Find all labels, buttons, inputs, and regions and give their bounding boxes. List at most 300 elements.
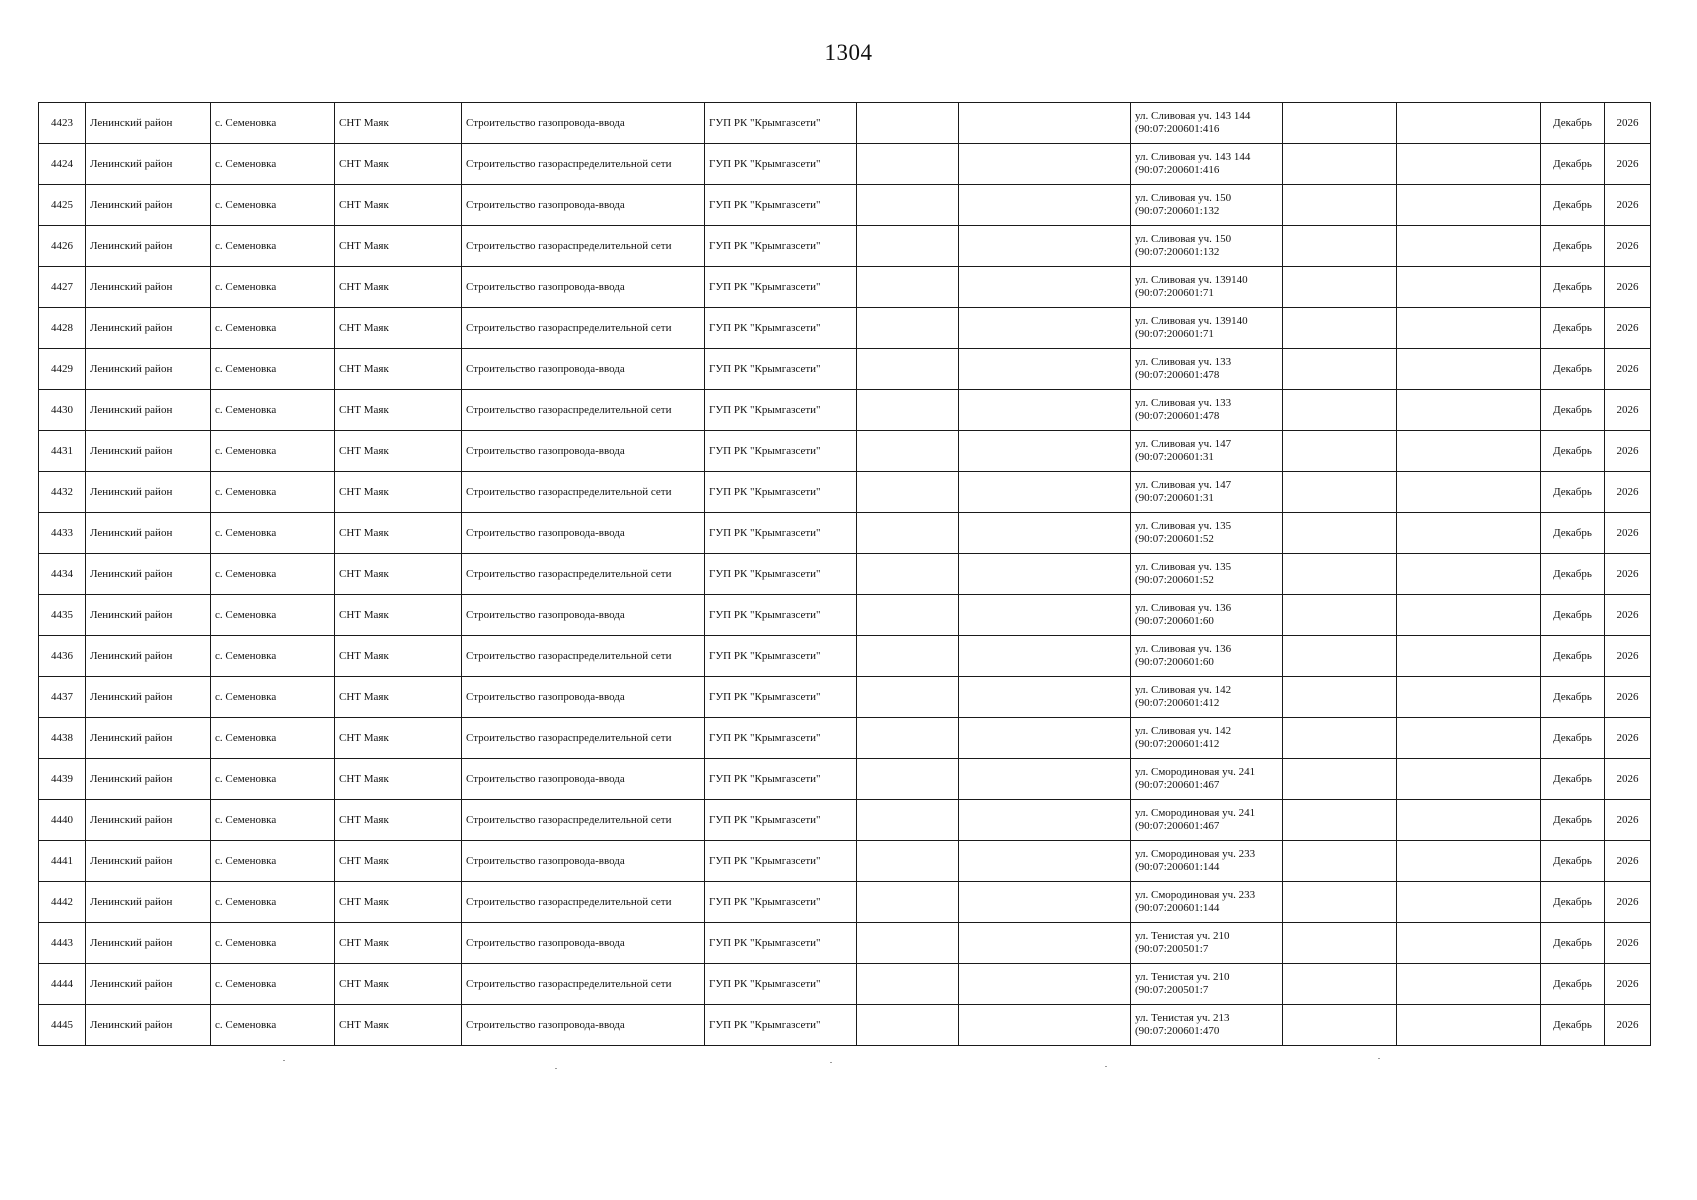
cell-organization: ГУП РК "Крымгазсети" — [705, 841, 857, 882]
cell-organization: ГУП РК "Крымгазсети" — [705, 595, 857, 636]
cell-work-type: Строительство газораспределительной сети — [462, 144, 705, 185]
cell-empty — [1397, 964, 1541, 1005]
cell-empty — [959, 718, 1131, 759]
cell-district: Ленинский район — [86, 636, 211, 677]
cell-work-type: Строительство газопровода-ввода — [462, 923, 705, 964]
cell-organization: ГУП РК "Крымгазсети" — [705, 144, 857, 185]
cell-snt: СНТ Маяк — [335, 841, 462, 882]
cell-month: Декабрь — [1541, 841, 1605, 882]
cell-empty — [857, 349, 959, 390]
cell-organization: ГУП РК "Крымгазсети" — [705, 185, 857, 226]
cell-empty — [959, 964, 1131, 1005]
cell-empty — [1283, 595, 1397, 636]
cell-number: 4431 — [39, 431, 86, 472]
table-row — [39, 185, 1651, 226]
cell-snt: СНТ Маяк — [335, 472, 462, 513]
cell-organization: ГУП РК "Крымгазсети" — [705, 677, 857, 718]
cell-year: 2026 — [1605, 144, 1651, 185]
cell-work-type: Строительство газораспределительной сети — [462, 308, 705, 349]
cell-snt: СНТ Маяк — [335, 144, 462, 185]
cell-address: ул. Сливовая уч. 133 (90:07:200601:478 — [1131, 349, 1283, 390]
cell-empty — [1397, 513, 1541, 554]
cell-year: 2026 — [1605, 103, 1651, 144]
cell-district: Ленинский район — [86, 144, 211, 185]
cell-district: Ленинский район — [86, 554, 211, 595]
cell-organization: ГУП РК "Крымгазсети" — [705, 882, 857, 923]
cell-empty — [1397, 144, 1541, 185]
cell-month: Декабрь — [1541, 267, 1605, 308]
cell-empty — [1283, 923, 1397, 964]
cell-number: 4441 — [39, 841, 86, 882]
cell-year: 2026 — [1605, 390, 1651, 431]
cell-empty — [1283, 185, 1397, 226]
cell-empty — [1283, 390, 1397, 431]
cell-empty — [857, 677, 959, 718]
cell-empty — [959, 554, 1131, 595]
cell-snt: СНТ Маяк — [335, 226, 462, 267]
cell-empty — [1283, 636, 1397, 677]
cell-number: 4424 — [39, 144, 86, 185]
cell-snt: СНТ Маяк — [335, 554, 462, 595]
cell-organization: ГУП РК "Крымгазсети" — [705, 800, 857, 841]
cell-address: ул. Сливовая уч. 147 (90:07:200601:31 — [1131, 472, 1283, 513]
cell-number: 4440 — [39, 800, 86, 841]
cell-year: 2026 — [1605, 185, 1651, 226]
cell-work-type: Строительство газопровода-ввода — [462, 103, 705, 144]
cell-village: с. Семеновка — [211, 513, 335, 554]
cell-work-type: Строительство газораспределительной сети — [462, 472, 705, 513]
scan-speck — [555, 1068, 557, 1069]
cell-organization: ГУП РК "Крымгазсети" — [705, 759, 857, 800]
cell-organization: ГУП РК "Крымгазсети" — [705, 349, 857, 390]
cell-empty — [857, 226, 959, 267]
cell-year: 2026 — [1605, 226, 1651, 267]
cell-empty — [959, 431, 1131, 472]
cell-district: Ленинский район — [86, 923, 211, 964]
cell-organization: ГУП РК "Крымгазсети" — [705, 923, 857, 964]
cell-address: ул. Сливовая уч. 147 (90:07:200601:31 — [1131, 431, 1283, 472]
cell-empty — [959, 513, 1131, 554]
cell-work-type: Строительство газораспределительной сети — [462, 226, 705, 267]
cell-village: с. Семеновка — [211, 964, 335, 1005]
cell-work-type: Строительство газопровода-ввода — [462, 841, 705, 882]
cell-empty — [959, 759, 1131, 800]
table-row — [39, 759, 1651, 800]
cell-empty — [1397, 185, 1541, 226]
cell-month: Декабрь — [1541, 1005, 1605, 1046]
cell-village: с. Семеновка — [211, 595, 335, 636]
cell-village: с. Семеновка — [211, 431, 335, 472]
table-row — [39, 349, 1651, 390]
cell-number: 4427 — [39, 267, 86, 308]
cell-empty — [1397, 677, 1541, 718]
cell-organization: ГУП РК "Крымгазсети" — [705, 431, 857, 472]
cell-empty — [857, 595, 959, 636]
cell-work-type: Строительство газопровода-ввода — [462, 431, 705, 472]
table-row — [39, 103, 1651, 144]
cell-empty — [1397, 554, 1541, 595]
table-row — [39, 1005, 1651, 1046]
cell-year: 2026 — [1605, 841, 1651, 882]
cell-year: 2026 — [1605, 882, 1651, 923]
cell-snt: СНТ Маяк — [335, 882, 462, 923]
cell-empty — [1397, 923, 1541, 964]
cell-district: Ленинский район — [86, 267, 211, 308]
cell-district: Ленинский район — [86, 718, 211, 759]
cell-month: Декабрь — [1541, 226, 1605, 267]
cell-work-type: Строительство газопровода-ввода — [462, 185, 705, 226]
cell-empty — [959, 267, 1131, 308]
cell-empty — [857, 1005, 959, 1046]
cell-month: Декабрь — [1541, 595, 1605, 636]
cell-empty — [857, 103, 959, 144]
table-row — [39, 677, 1651, 718]
table-row — [39, 554, 1651, 595]
cell-village: с. Семеновка — [211, 718, 335, 759]
cell-empty — [1283, 226, 1397, 267]
cell-address: ул. Сливовая уч. 136 (90:07:200601:60 — [1131, 595, 1283, 636]
cell-empty — [857, 759, 959, 800]
cell-empty — [857, 185, 959, 226]
table-row — [39, 595, 1651, 636]
cell-year: 2026 — [1605, 554, 1651, 595]
table-row — [39, 800, 1651, 841]
cell-empty — [959, 144, 1131, 185]
cell-year: 2026 — [1605, 800, 1651, 841]
cell-year: 2026 — [1605, 964, 1651, 1005]
table-row — [39, 964, 1651, 1005]
cell-empty — [959, 923, 1131, 964]
cell-district: Ленинский район — [86, 964, 211, 1005]
cell-month: Декабрь — [1541, 759, 1605, 800]
cell-number: 4425 — [39, 185, 86, 226]
cell-address: ул. Сливовая уч. 143 144 (90:07:200601:416 — [1131, 144, 1283, 185]
cell-district: Ленинский район — [86, 882, 211, 923]
cell-address: ул. Сливовая уч. 139140 (90:07:200601:71 — [1131, 308, 1283, 349]
cell-village: с. Семеновка — [211, 1005, 335, 1046]
cell-village: с. Семеновка — [211, 923, 335, 964]
cell-district: Ленинский район — [86, 1005, 211, 1046]
cell-month: Декабрь — [1541, 144, 1605, 185]
cell-village: с. Семеновка — [211, 677, 335, 718]
cell-month: Декабрь — [1541, 472, 1605, 513]
cell-number: 4443 — [39, 923, 86, 964]
cell-address: ул. Тенистая уч. 213 (90:07:200601:470 — [1131, 1005, 1283, 1046]
cell-number: 4434 — [39, 554, 86, 595]
cell-district: Ленинский район — [86, 431, 211, 472]
cell-work-type: Строительство газопровода-ввода — [462, 595, 705, 636]
cell-empty — [1283, 882, 1397, 923]
cell-snt: СНТ Маяк — [335, 964, 462, 1005]
cell-village: с. Семеновка — [211, 144, 335, 185]
cell-year: 2026 — [1605, 308, 1651, 349]
cell-number: 4429 — [39, 349, 86, 390]
cell-work-type: Строительство газораспределительной сети — [462, 882, 705, 923]
table-row — [39, 144, 1651, 185]
cell-address: ул. Сливовая уч. 133 (90:07:200601:478 — [1131, 390, 1283, 431]
cell-work-type: Строительство газопровода-ввода — [462, 349, 705, 390]
cell-address: ул. Сливовая уч. 135 (90:07:200601:52 — [1131, 513, 1283, 554]
cell-empty — [959, 677, 1131, 718]
cell-work-type: Строительство газораспределительной сети — [462, 554, 705, 595]
cell-district: Ленинский район — [86, 595, 211, 636]
cell-organization: ГУП РК "Крымгазсети" — [705, 308, 857, 349]
cell-district: Ленинский район — [86, 759, 211, 800]
cell-district: Ленинский район — [86, 800, 211, 841]
cell-empty — [959, 349, 1131, 390]
cell-empty — [1283, 677, 1397, 718]
cell-snt: СНТ Маяк — [335, 103, 462, 144]
cell-organization: ГУП РК "Крымгазсети" — [705, 1005, 857, 1046]
cell-empty — [857, 513, 959, 554]
cell-empty — [959, 185, 1131, 226]
cell-address: ул. Сливовая уч. 136 (90:07:200601:60 — [1131, 636, 1283, 677]
cell-month: Декабрь — [1541, 718, 1605, 759]
cell-empty — [1283, 513, 1397, 554]
cell-empty — [857, 144, 959, 185]
cell-year: 2026 — [1605, 718, 1651, 759]
cell-snt: СНТ Маяк — [335, 718, 462, 759]
cell-empty — [1397, 390, 1541, 431]
cell-address: ул. Тенистая уч. 210 (90:07:200501:7 — [1131, 964, 1283, 1005]
cell-work-type: Строительство газопровода-ввода — [462, 267, 705, 308]
cell-organization: ГУП РК "Крымгазсети" — [705, 103, 857, 144]
table-row — [39, 390, 1651, 431]
cell-month: Декабрь — [1541, 308, 1605, 349]
table-row — [39, 308, 1651, 349]
cell-address: ул. Смородиновая уч. 233 (90:07:200601:144 — [1131, 841, 1283, 882]
cell-empty — [857, 923, 959, 964]
cell-empty — [1283, 964, 1397, 1005]
cell-year: 2026 — [1605, 636, 1651, 677]
cell-work-type: Строительство газопровода-ввода — [462, 513, 705, 554]
cell-month: Декабрь — [1541, 349, 1605, 390]
cell-empty — [857, 841, 959, 882]
cell-empty — [1397, 349, 1541, 390]
cell-empty — [1283, 718, 1397, 759]
cell-village: с. Семеновка — [211, 800, 335, 841]
cell-village: с. Семеновка — [211, 103, 335, 144]
cell-month: Декабрь — [1541, 882, 1605, 923]
table-row — [39, 267, 1651, 308]
cell-organization: ГУП РК "Крымгазсети" — [705, 718, 857, 759]
cell-empty — [1283, 554, 1397, 595]
cell-empty — [1397, 431, 1541, 472]
cell-work-type: Строительство газораспределительной сети — [462, 636, 705, 677]
cell-empty — [1283, 841, 1397, 882]
cell-number: 4442 — [39, 882, 86, 923]
cell-work-type: Строительство газораспределительной сети — [462, 964, 705, 1005]
cell-month: Декабрь — [1541, 103, 1605, 144]
cell-year: 2026 — [1605, 1005, 1651, 1046]
cell-snt: СНТ Маяк — [335, 185, 462, 226]
cell-month: Декабрь — [1541, 923, 1605, 964]
cell-snt: СНТ Маяк — [335, 759, 462, 800]
cell-empty — [959, 841, 1131, 882]
cell-village: с. Семеновка — [211, 267, 335, 308]
cell-empty — [1397, 759, 1541, 800]
cell-empty — [1283, 1005, 1397, 1046]
cell-snt: СНТ Маяк — [335, 595, 462, 636]
table-row — [39, 636, 1651, 677]
cell-month: Декабрь — [1541, 185, 1605, 226]
cell-empty — [1397, 882, 1541, 923]
cell-number: 4439 — [39, 759, 86, 800]
cell-empty — [1397, 1005, 1541, 1046]
table-row — [39, 718, 1651, 759]
cell-snt: СНТ Маяк — [335, 636, 462, 677]
cell-empty — [959, 308, 1131, 349]
cell-empty — [1283, 308, 1397, 349]
cell-empty — [1397, 636, 1541, 677]
cell-address: ул. Сливовая уч. 150 (90:07:200601:132 — [1131, 185, 1283, 226]
cell-month: Декабрь — [1541, 431, 1605, 472]
cell-village: с. Семеновка — [211, 185, 335, 226]
cell-snt: СНТ Маяк — [335, 923, 462, 964]
cell-year: 2026 — [1605, 595, 1651, 636]
cell-snt: СНТ Маяк — [335, 308, 462, 349]
cell-number: 4423 — [39, 103, 86, 144]
cell-empty — [959, 390, 1131, 431]
cell-empty — [1283, 103, 1397, 144]
cell-work-type: Строительство газопровода-ввода — [462, 677, 705, 718]
cell-empty — [857, 800, 959, 841]
cell-snt: СНТ Маяк — [335, 513, 462, 554]
table-row — [39, 226, 1651, 267]
cell-village: с. Семеновка — [211, 349, 335, 390]
cell-empty — [959, 103, 1131, 144]
cell-empty — [959, 472, 1131, 513]
cell-empty — [1283, 431, 1397, 472]
cell-address: ул. Сливовая уч. 139140 (90:07:200601:71 — [1131, 267, 1283, 308]
cell-village: с. Семеновка — [211, 472, 335, 513]
cell-year: 2026 — [1605, 431, 1651, 472]
cell-empty — [1397, 103, 1541, 144]
cell-empty — [959, 636, 1131, 677]
cell-empty — [1283, 349, 1397, 390]
cell-organization: ГУП РК "Крымгазсети" — [705, 636, 857, 677]
cell-number: 4437 — [39, 677, 86, 718]
table-row — [39, 472, 1651, 513]
cell-number: 4430 — [39, 390, 86, 431]
scan-speck — [830, 1062, 832, 1063]
scan-speck — [1378, 1058, 1380, 1059]
cell-year: 2026 — [1605, 349, 1651, 390]
cell-month: Декабрь — [1541, 513, 1605, 554]
cell-empty — [857, 964, 959, 1005]
cell-year: 2026 — [1605, 759, 1651, 800]
cell-empty — [857, 636, 959, 677]
cell-month: Декабрь — [1541, 800, 1605, 841]
cell-number: 4426 — [39, 226, 86, 267]
cell-work-type: Строительство газораспределительной сети — [462, 800, 705, 841]
cell-work-type: Строительство газораспределительной сети — [462, 718, 705, 759]
cell-empty — [959, 882, 1131, 923]
cell-address: ул. Сливовая уч. 143 144 (90:07:200601:416 — [1131, 103, 1283, 144]
cell-address: ул. Смородиновая уч. 241 (90:07:200601:467 — [1131, 800, 1283, 841]
table-row — [39, 923, 1651, 964]
cell-work-type: Строительство газопровода-ввода — [462, 759, 705, 800]
cell-district: Ленинский район — [86, 390, 211, 431]
cell-address: ул. Сливовая уч. 135 (90:07:200601:52 — [1131, 554, 1283, 595]
table-row — [39, 513, 1651, 554]
cell-number: 4433 — [39, 513, 86, 554]
cell-work-type: Строительство газопровода-ввода — [462, 1005, 705, 1046]
cell-snt: СНТ Маяк — [335, 390, 462, 431]
cell-district: Ленинский район — [86, 472, 211, 513]
cell-organization: ГУП РК "Крымгазсети" — [705, 472, 857, 513]
cell-number: 4435 — [39, 595, 86, 636]
cell-snt: СНТ Маяк — [335, 267, 462, 308]
cell-year: 2026 — [1605, 677, 1651, 718]
cell-empty — [1397, 841, 1541, 882]
cell-month: Декабрь — [1541, 636, 1605, 677]
cell-empty — [857, 718, 959, 759]
registry-table — [38, 102, 1651, 1046]
cell-organization: ГУП РК "Крымгазсети" — [705, 513, 857, 554]
table-row — [39, 431, 1651, 472]
table-row — [39, 841, 1651, 882]
cell-empty — [857, 267, 959, 308]
cell-village: с. Семеновка — [211, 390, 335, 431]
cell-village: с. Семеновка — [211, 636, 335, 677]
cell-address: ул. Смородиновая уч. 241 (90:07:200601:467 — [1131, 759, 1283, 800]
cell-snt: СНТ Маяк — [335, 349, 462, 390]
cell-organization: ГУП РК "Крымгазсети" — [705, 964, 857, 1005]
cell-work-type: Строительство газораспределительной сети — [462, 390, 705, 431]
cell-village: с. Семеновка — [211, 841, 335, 882]
page-number: 1304 — [824, 40, 873, 65]
cell-address: ул. Сливовая уч. 142 (90:07:200601:412 — [1131, 677, 1283, 718]
table-body — [39, 103, 1651, 1046]
cell-number: 4428 — [39, 308, 86, 349]
cell-village: с. Семеновка — [211, 308, 335, 349]
cell-district: Ленинский район — [86, 349, 211, 390]
cell-village: с. Семеновка — [211, 882, 335, 923]
cell-address: ул. Тенистая уч. 210 (90:07:200501:7 — [1131, 923, 1283, 964]
cell-empty — [857, 882, 959, 923]
cell-number: 4444 — [39, 964, 86, 1005]
cell-year: 2026 — [1605, 923, 1651, 964]
cell-district: Ленинский район — [86, 226, 211, 267]
cell-empty — [959, 226, 1131, 267]
cell-month: Декабрь — [1541, 964, 1605, 1005]
cell-number: 4432 — [39, 472, 86, 513]
cell-month: Декабрь — [1541, 554, 1605, 595]
cell-address: ул. Сливовая уч. 142 (90:07:200601:412 — [1131, 718, 1283, 759]
cell-district: Ленинский район — [86, 103, 211, 144]
cell-empty — [1283, 144, 1397, 185]
cell-year: 2026 — [1605, 267, 1651, 308]
cell-empty — [857, 390, 959, 431]
cell-empty — [1283, 472, 1397, 513]
cell-snt: СНТ Маяк — [335, 800, 462, 841]
cell-empty — [1397, 472, 1541, 513]
cell-empty — [1283, 759, 1397, 800]
cell-snt: СНТ Маяк — [335, 677, 462, 718]
cell-empty — [857, 308, 959, 349]
cell-year: 2026 — [1605, 472, 1651, 513]
cell-empty — [857, 554, 959, 595]
cell-address: ул. Смородиновая уч. 233 (90:07:200601:144 — [1131, 882, 1283, 923]
cell-district: Ленинский район — [86, 185, 211, 226]
cell-empty — [959, 595, 1131, 636]
cell-number: 4445 — [39, 1005, 86, 1046]
cell-district: Ленинский район — [86, 513, 211, 554]
table-row — [39, 882, 1651, 923]
cell-empty — [959, 800, 1131, 841]
cell-empty — [857, 431, 959, 472]
